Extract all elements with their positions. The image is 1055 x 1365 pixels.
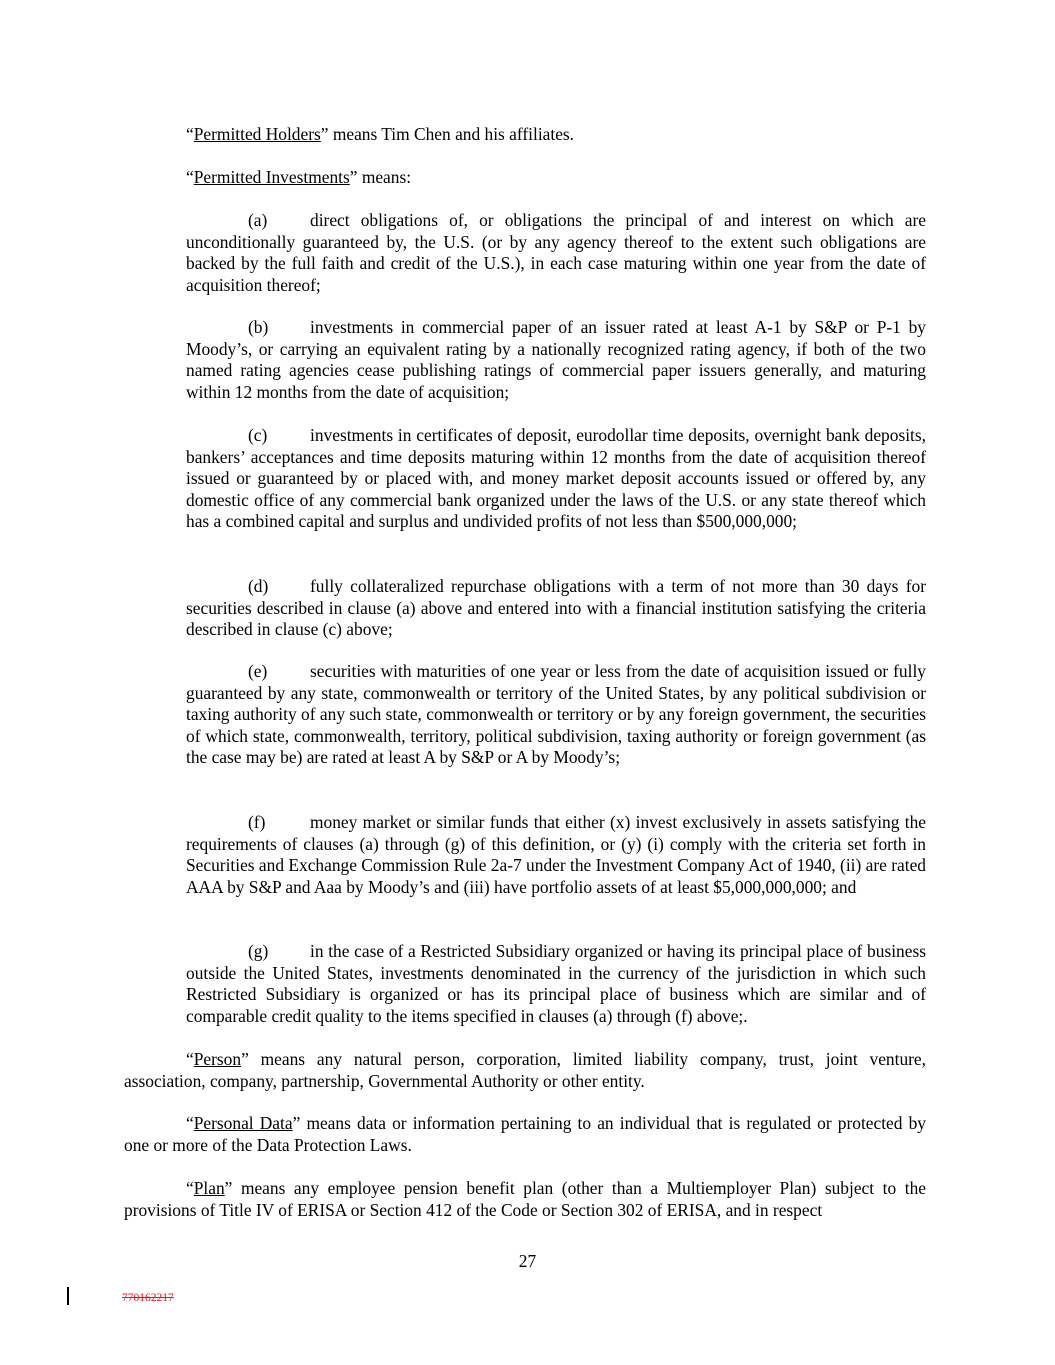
- definition-plan: “Plan” means any employee pension benefit plan (other than a Multiemployer Plan) subject to the provisions of Title IV of ERISA or Section 412 of the Code or Section 302 of ERISA, and in respect: [124, 1178, 926, 1220]
- clause-a: (a) direct obligations of, or obligations the principal of and interest on which are unconditionally guaranteed by, the U.S. (or by any agency thereof to the extent such obligations are backed by the full faith and credit of the U.S.), in each case maturing within one year from the date of acquisition thereof;: [186, 210, 926, 295]
- defined-term: Permitted Holders: [193, 124, 321, 144]
- clause-b: (b) investments in commercial paper of an issuer rated at least A-1 by S&P or P-1 by Moody’s, or carrying an equivalent rating by a nationally recognized rating agency, if both of the two named rating agencies cease publishing ratings of commercial paper issuers generally, and maturing within 12 months from the date of acquisition;: [186, 317, 926, 402]
- defined-term: Personal Data: [193, 1113, 293, 1133]
- defined-term: Plan: [193, 1178, 225, 1198]
- definition-personal-data: “Personal Data” means data or information pertaining to an individual that is regulated or protected by one or more of the Data Protection Laws.: [124, 1113, 926, 1155]
- clause-d: (d) fully collateralized repurchase obligations with a term of not more than 30 days for securities described in clause (a) above and entered into with a financial institution satisfying the criteria described in clause (c) above;: [186, 576, 926, 640]
- clause-g: (g) in the case of a Restricted Subsidiary organized or having its principal place of business outside the United States, investments denominated in the currency of the jurisdiction in which such Restricted Subsidiary is organized or has its principal place of business which are similar and of comparable credit quality to the items specified in clauses (a) through (f) above;.: [186, 941, 926, 1026]
- defined-term: Person: [193, 1049, 242, 1069]
- clause-c: (c) investments in certificates of deposit, eurodollar time deposits, overnight bank deposits, bankers’ acceptances and time deposits maturing within 12 months from the date of acquisition thereof issued or guaranteed by or placed with, and money market deposit accounts issued or offered by, any domestic office of any commercial bank organized under the laws of the U.S. or any state thereof which has a combined capital and surplus and undivided profits of not less than $500,000,000;: [186, 425, 926, 532]
- definition-person: “Person” means any natural person, corporation, limited liability company, trust, joint venture, association, company, partnership, Governmental Authority or other entity.: [124, 1049, 926, 1091]
- clause-f: (f) money market or similar funds that either (x) invest exclusively in assets satisfying the requirements of clauses (a) through (g) of this definition, or (y) (i) comply with the criteria set forth in Securities and Exchange Commission Rule 2a-7 under the Investment Company Act of 1940, (ii) are rated AAA by S&P and Aaa by Moody’s and (iii) have portfolio assets of at least $5,000,000,000; and: [186, 812, 926, 897]
- page-number: 27: [518, 1251, 537, 1271]
- definition-permitted-holders: “Permitted Holders” means Tim Chen and his affiliates.: [186, 124, 575, 144]
- change-bar: [67, 1287, 69, 1305]
- definition-permitted-investments: “Permitted Investments” means:: [186, 167, 412, 187]
- clause-e: (e) securities with maturities of one year or less from the date of acquisition issued or fully guaranteed by any state, commonwealth or territory of the United States, by any political subdivision or taxing authority of any such state, commonwealth or territory or by any foreign government, the securities of which state, commonwealth, territory, political subdivision, taxing authority or foreign government (as the case may be) are rated at least A by S&P or A by Moody’s;: [186, 661, 926, 768]
- document-id: 770162217: [122, 1292, 174, 1304]
- defined-term: Permitted Investments: [193, 167, 350, 187]
